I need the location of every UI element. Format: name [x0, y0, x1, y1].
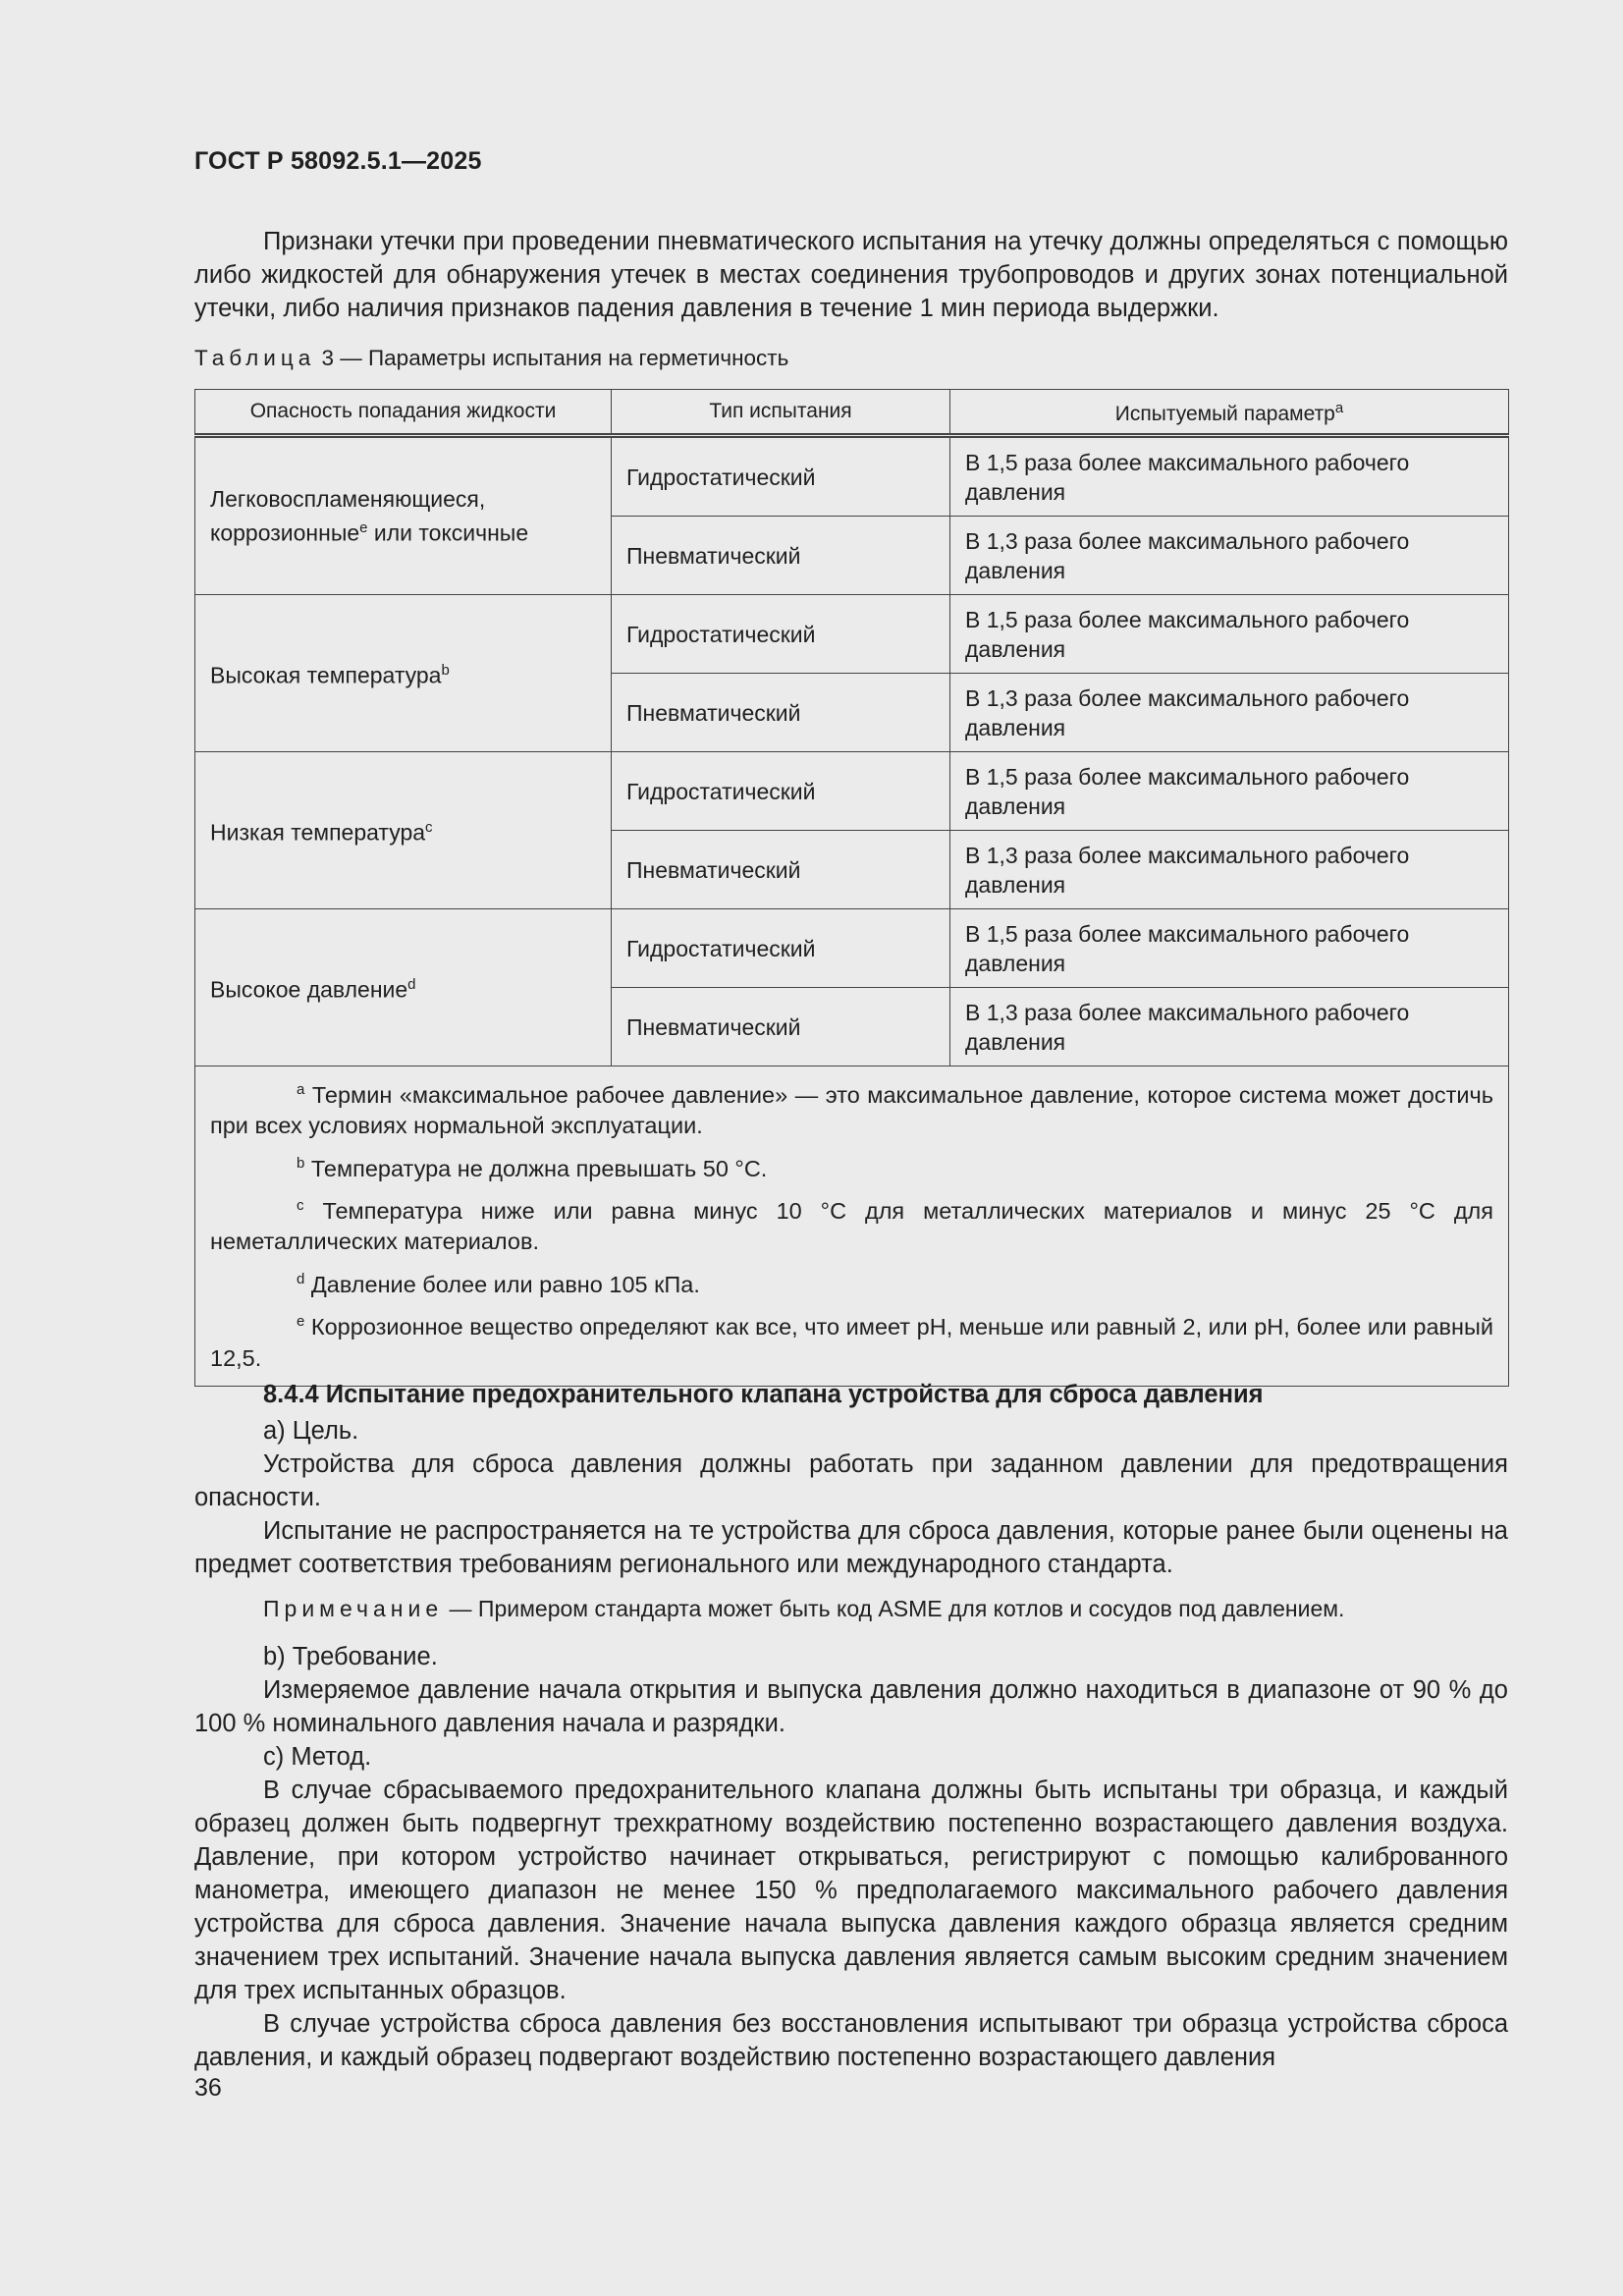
test-type-cell: Гидростатический	[612, 909, 950, 988]
table-row	[195, 436, 1509, 517]
parameters-table	[194, 389, 1509, 1387]
subsection-b-label: b) Требование.	[263, 1643, 438, 1670]
table-notes	[195, 1066, 1509, 1387]
hazard-cell: Низкая температура$^c$	[195, 752, 612, 909]
subsection-c-paragraph-2: В случае устройства сброса давления без восстановления испытывают три образца устройства сброса давления, и каждый образец подвергают воздействию постепенно возрастающего давления	[194, 2010, 1508, 2071]
parameter-cell: В 1,3 раза более максимального рабочего давления	[950, 831, 1509, 909]
standard-designation: ГОСТ Р 58092.5.1—2025	[194, 147, 482, 175]
test-type-cell: Гидростатический	[612, 752, 950, 831]
note-label: Примечание	[263, 1596, 444, 1621]
note-text: — Примером стандарта может быть код ASME для котлов и сосудов под давлением.	[443, 1596, 1345, 1621]
section-heading: 8.4.4 Испытание предохранительного клапана устройства для сброса давления	[263, 1381, 1264, 1408]
table-caption	[194, 346, 788, 371]
parameter-cell: В 1,3 раза более максимального рабочего давления	[950, 517, 1509, 595]
parameter-cell: В 1,5 раза более максимального рабочего давления	[950, 752, 1509, 831]
parameter-cell: В 1,5 раза более максимального рабочего давления	[950, 909, 1509, 988]
subsection-b-paragraph: Измеряемое давление начала открытия и выпуска давления должно находиться в диапазоне от 90 % до 100 % номинального давления начала и разрядки.	[194, 1676, 1508, 1737]
hazard-cell: Высокое давление$^d$	[195, 909, 612, 1066]
parameter-cell: В 1,5 раза более максимального рабочего давления	[950, 436, 1509, 517]
table-note-d: $^d$ Давление более или равно 105 кПа.	[297, 1270, 700, 1297]
table-row	[195, 909, 1509, 988]
test-type-cell: Гидростатический	[612, 595, 950, 674]
test-type-cell: Пневматический	[612, 674, 950, 752]
parameter-cell: В 1,5 раза более максимального рабочего давления	[950, 595, 1509, 674]
hazard-cell: Высокая температура$^b$	[195, 595, 612, 752]
page-number: 36	[194, 2074, 222, 2102]
subsection-a-paragraph-1: Устройства для сброса давления должны работать при заданном давлении для предотвращения опасности.	[194, 1450, 1508, 1511]
test-type-cell: Пневматический	[612, 831, 950, 909]
subsection-a-paragraph-2: Испытание не распространяется на те устройства для сброса давления, которые ранее были оценены на предмет соответствия требованиям регионального или международного стандарта.	[194, 1517, 1508, 1578]
subsection-c-paragraph-1: В случае сбрасываемого предохранительного клапана должны быть испытаны три образца, и каждый образец должен быть подвергнут трехкратному воздействию постепенно возрастающего давления воздуха. Давление, при котором устройство начинает открываться, регистрируют с помощью калиброванного манометра, имеющего диапазон не менее 150 % предполагаемого максимального рабочего давления устройства для сброса давления. Значение начала выпуска давления каждого образца является средним значением трех испытаний. Значение начала выпуска давления является самым высоким средним значением для трех испытанных образцов.	[194, 1777, 1508, 2004]
hazard-cell: Легковоспламеняющиеся, коррозионные$^e$ или токсичные	[195, 436, 612, 595]
subsection-a-label: a) Цель.	[263, 1417, 359, 1445]
table-caption-label: Таблица	[194, 346, 316, 370]
header-test-type: Тип испытания	[612, 390, 950, 436]
table-notes-row	[195, 1066, 1509, 1387]
table-row	[195, 595, 1509, 674]
test-type-cell: Пневматический	[612, 517, 950, 595]
header-hazard: Опасность попадания жидкости	[195, 390, 612, 436]
table-header-row	[195, 390, 1509, 436]
intro-paragraph: Признаки утечки при проведении пневматического испытания на утечку должны определяться с помощью либо жидкостей для обнаружения утечек в местах соединения трубопроводов и других зонах потенциальной утечки, либо наличия признаков падения давления в течение 1 мин периода выдержки.	[194, 228, 1508, 322]
table-note-b: $^b$ Температура не должна превышать 50 °С.	[297, 1154, 768, 1181]
subsection-c-label: c) Метод.	[263, 1743, 372, 1771]
test-type-cell: Пневматический	[612, 988, 950, 1066]
table-note-a: $^a$ Термин «максимальное рабочее давление» — это максимальное давление, которое система может достичь при всех условиях нормальной эксплуатации.	[210, 1081, 1493, 1139]
table-note-e: $^e$ Коррозионное вещество определяют как все, что имеет pH, меньше или равный 2, или pH, более или равный 12,5.	[210, 1313, 1493, 1371]
table-row	[195, 752, 1509, 831]
test-type-cell: Гидростатический	[612, 436, 950, 517]
table-note-c: $^c$ Температура ниже или равна минус 10 °С для металлических материалов и минус 25 °С для неметаллических материалов.	[210, 1197, 1493, 1255]
parameter-cell: В 1,3 раза более максимального рабочего давления	[950, 988, 1509, 1066]
parameter-cell: В 1,3 раза более максимального рабочего давления	[950, 674, 1509, 752]
header-parameter: Испытуемый параметр$^a$	[950, 390, 1509, 436]
note-paragraph	[194, 1592, 1508, 1625]
table-caption-title: 3 — Параметры испытания на герметичность	[315, 346, 789, 370]
